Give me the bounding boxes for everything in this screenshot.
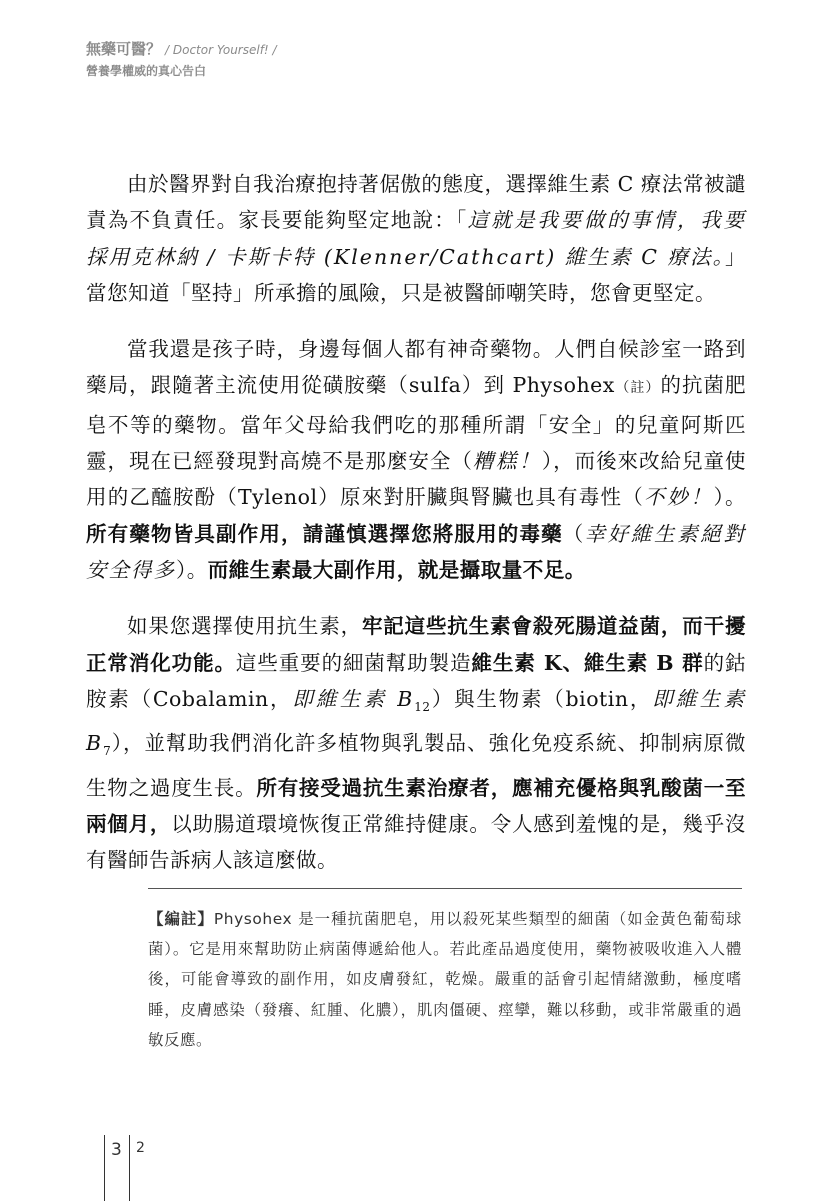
running-header [86, 38, 277, 79]
editor-footnote [148, 904, 742, 1055]
text-span: ）。 [176, 557, 208, 582]
bold-span: 維生素 K、維生素 B 群 [471, 650, 704, 675]
body-text [86, 166, 746, 899]
footnote-divider [148, 888, 742, 889]
text-span: 以助腸道環境恢復正常維持健康。令人感到羞愧的是，幾乎沒有醫師告訴病人該這麼做。 [86, 811, 747, 873]
bold-span: 牢記這些抗生素會殺死腸道益菌，而干擾正常消化功能。 [86, 614, 747, 675]
bold-span: 所有藥物皆具副作用，請謹慎選擇您將服用的毒藥 [86, 521, 563, 546]
aside-span: 即維生素 B [86, 686, 746, 756]
header-title-line [86, 38, 277, 59]
bold-span: 而維生素最大副作用，就是攝取量不足。 [207, 557, 586, 582]
paragraph-2 [86, 331, 746, 588]
page-number-rule [129, 1135, 130, 1201]
footnote-label: 【編註】 [148, 910, 214, 928]
text-span: （ [562, 521, 585, 546]
footnote-marker: （註） [614, 380, 661, 397]
text-span: 」當您知道「堅持」所承擔的風險，只是被醫師嘲笑時，您會更堅定。 [86, 244, 746, 305]
aside-span: 不妙！ [643, 485, 714, 510]
english-title: / Doctor Yourself! / [165, 43, 277, 57]
page-number-secondary: 2 [136, 1140, 145, 1156]
paragraph-3 [86, 608, 746, 878]
bold-span: 所有接受過抗生素治療者，應補充優格與乳酸菌一至兩個月， [86, 775, 747, 836]
text-span: ），而後來改給兒童使用的乙醯胺酚（Tylenol）原來對肝臟與腎臟也具有毒性（ [86, 449, 747, 510]
text-span: 由於醫界對自我治療抱持著倨傲的態度，選擇維生素 C 療法常被譴責為不負責任。家長要能夠堅定地說：「 [86, 172, 746, 233]
text-span: 的抗菌肥皂不等的藥物。當年父母給我們吃的那種所謂「安全」的兒童阿斯匹靈，現在已經發現對高燒不是那麼安全（ [86, 373, 747, 474]
page-number-rule [104, 1135, 105, 1201]
text-span: ），並幫助我們消化許多植物與乳製品、強化免疫系統、抑制病原微生物之過度生長。 [86, 731, 746, 800]
subscript: 7 [103, 744, 112, 759]
aside-span: 即維生素 B [292, 686, 415, 711]
text-span: 當我還是孩子時，身邊每個人都有神奇藥物。人們自候診室一路到藥局，跟隨著主流使用從磺胺藥（sulfa）到 Physohex [86, 337, 746, 398]
paragraph-1 [86, 166, 746, 311]
text-span: 的鈷胺素（Cobalamin， [86, 650, 747, 711]
footnote-text: Physohex 是一種抗菌肥皂，用以殺死某些類型的細菌（如金黃色葡萄球菌）。它是用來幫助防止病菌傳遞給他人。若此產品過度使用，藥物被吸收進入人體後，可能會導致的副作用，如皮膚發紅，乾燥。嚴重的話會引起情緒激動，極度嗜睡，皮膚感染（發癢、紅腫、化膿），肌肉僵硬、痙攣，難以移動，或非常嚴重的過敏反應。 [148, 910, 742, 1049]
text-span: 如果您選擇使用抗生素， [127, 614, 362, 639]
book-title: 無藥可醫？ [86, 40, 162, 58]
aside-span: 糟糕！ [472, 449, 542, 474]
text-span: 這些重要的細菌幫助製造 [235, 650, 472, 675]
quote-span: 這就是我要做的事情，我要採用克林納 / 卡斯卡特 (Klenner/Cathcart) 維生素 C 療法。 [86, 208, 747, 269]
aside-span: 幸好維生素絕對安全得多 [86, 521, 747, 582]
text-span: ）與生物素（biotin， [430, 686, 653, 711]
subscript: 12 [414, 699, 431, 714]
page-number: 3 [111, 1140, 122, 1160]
text-span: ）。 [713, 485, 747, 510]
book-subtitle: 營養學權威的真心告白 [86, 64, 207, 78]
